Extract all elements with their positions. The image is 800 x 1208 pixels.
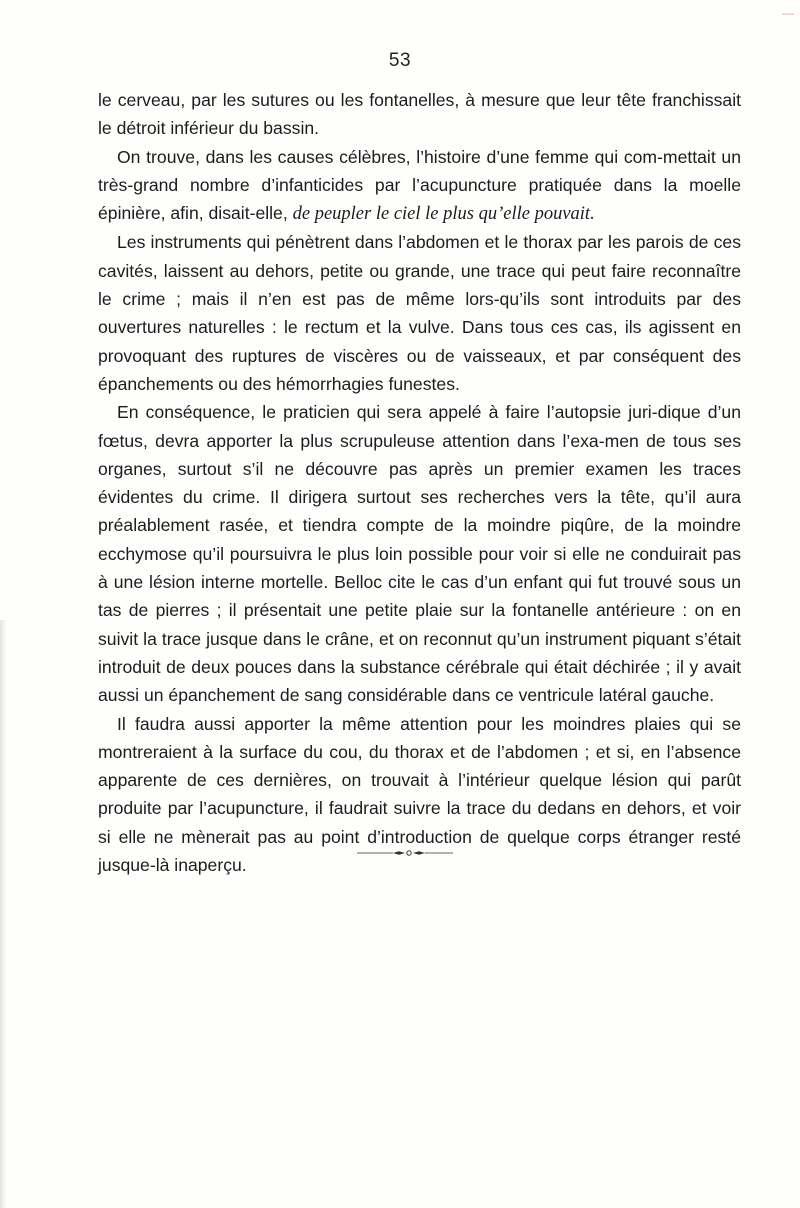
paragraph <box>98 86 741 143</box>
paragraph-text: le cerveau, par les sutures ou les fontanelles, à mesure que leur tête franchissait le détroit inférieur du bassin. <box>98 90 741 139</box>
paragraph <box>98 143 741 229</box>
end-ornament <box>357 849 453 857</box>
paragraph-text: En conséquence, le praticien qui sera appelé à faire l’autopsie juri-dique d’un fœtus, devra apporter la plus scrupuleuse attention dans l’exa-men de tous ses organes, surtout s’il ne découvre pas après un premier examen les traces évidentes du crime. Il dirigera surtout ses recherches vers la tête, qu’il aura préalablement rasée, et tiendra compte de la moindre piqûre, de la moindre ecchymose qu’il poursuivra le plus loin possible pour voir si elle ne conduirait pas à une lésion interne mortelle. Belloc cite le cas d’un enfant qui fut trouvé sous un tas de pierres ; il présentait une petite plaie sur la fontanelle antérieure : on en suivit la trace jusque dans le crâne, et on reconnut qu’un instrument piquant s’était introduit de deux pouces dans la substance cérébrale qui était déchirée ; il y avait aussi un épanchement de sang considérable dans ce ventricule latéral gauche. <box>98 402 741 706</box>
page-binding-shadow <box>0 620 6 1208</box>
paragraph <box>98 228 741 398</box>
paragraph-text: On trouve, dans les causes célèbres, l’histoire d’une femme qui com-mettait un très-grand nombre d’infanticides par l’acupuncture pratiquée dans la moelle épinière, afin, disait-elle, <box>98 146 741 224</box>
paragraph <box>98 398 741 709</box>
paragraph-text: Les instruments qui pénètrent dans l’abdomen et le thorax par les parois de ces cavités, laissent au dehors, petite ou grande, une trace qui peut faire reconnaître le crime ; mais il n’en est pas de même lors-qu’ils sont introduits par des ouvertures naturelles : le rectum et la vulve. Dans tous ces cas, ils agissent en provoquant des ruptures de viscères ou de vaisseaux, et par conséquent des épanchements ou des hémorrhagies funestes. <box>98 232 741 394</box>
paragraph-text: Il faudra aussi apporter la même attention pour les moindres plaies qui se montreraient à la surface du cou, du thorax et de l’abdomen ; et si, en l’absence apparente de ces dernières, on trouvait à l’intérieur quelque lésion qui parût produite par l’acupuncture, il faudrait suivre la trace du dedans en dehors, et voir si elle ne mènerait pas au point d’introduction de quelque corps étranger resté jusque-là inaperçu. <box>98 713 741 876</box>
page-number: 53 <box>388 50 412 71</box>
corner-mark: — <box>782 6 794 20</box>
italic-text: de peupler le ciel le plus qu’elle pouvait. <box>292 204 595 225</box>
body-text <box>98 86 741 879</box>
